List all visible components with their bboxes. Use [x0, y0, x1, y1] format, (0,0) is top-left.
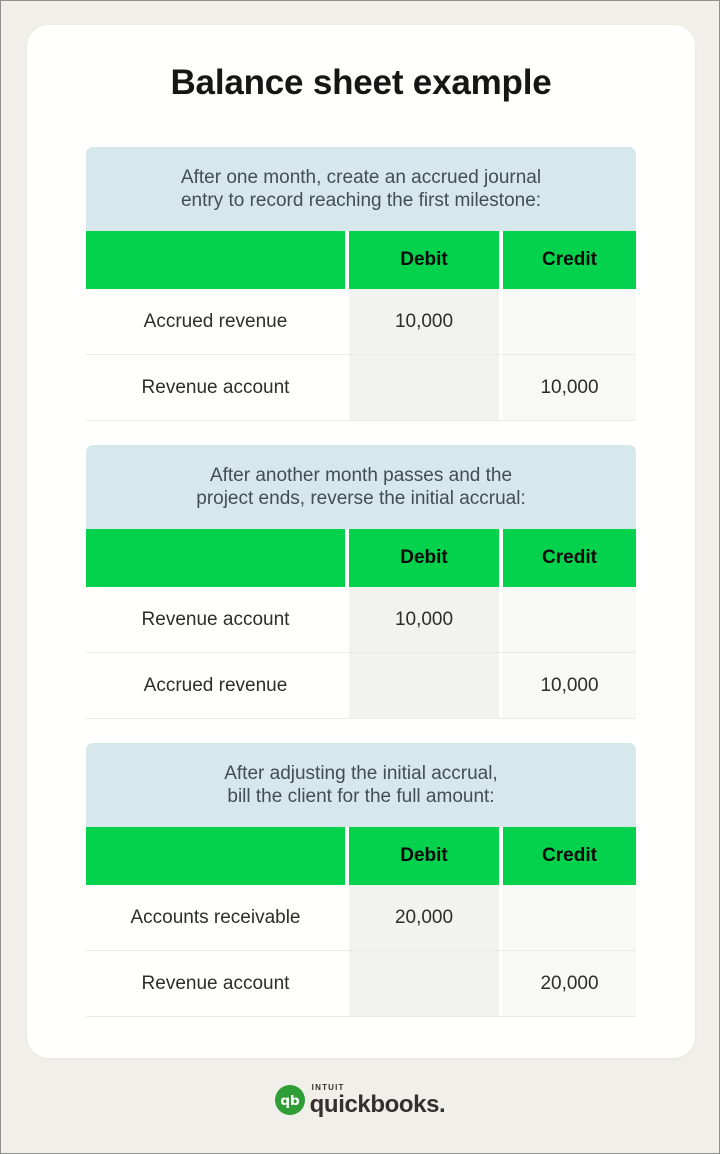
credit-cell	[503, 289, 636, 354]
caption-line2: entry to record reaching the first milestone:	[180, 190, 542, 211]
table-header-row	[86, 529, 636, 587]
table-row	[86, 951, 636, 1017]
account-cell: Accrued revenue	[143, 310, 288, 332]
section-caption	[86, 743, 636, 827]
table-header-row	[86, 231, 636, 289]
page-title: Balance sheet example	[170, 63, 552, 102]
header-cell-account	[86, 231, 345, 289]
account-cell: Accrued revenue	[143, 674, 288, 696]
debit-cell: 20,000	[349, 885, 499, 950]
credit-cell	[503, 587, 636, 652]
table-header-row	[86, 827, 636, 885]
caption-line1: After another month passes and the	[209, 464, 513, 486]
credit-cell	[503, 885, 636, 950]
journal-entry-section-3	[86, 743, 636, 1017]
debit-cell: 10,000	[349, 587, 499, 652]
quickbooks-wordmark: quickbooks.	[309, 1091, 446, 1118]
table-row	[86, 653, 636, 719]
journal-entry-section-2	[86, 445, 636, 719]
debit-cell	[349, 355, 499, 420]
brand-text	[310, 1083, 446, 1117]
header-cell-credit: Credit	[503, 529, 636, 587]
account-cell: Revenue account	[141, 376, 290, 398]
sections	[86, 147, 636, 1017]
svg-text:qb: qb	[280, 1093, 300, 1110]
section-caption	[86, 445, 636, 529]
caption-line2: bill the client for the full amount:	[227, 786, 495, 807]
header-cell-account	[86, 827, 345, 885]
debit-cell: 10,000	[349, 289, 499, 354]
intuit-wordmark: INTUIT	[311, 1083, 345, 1092]
credit-cell: 10,000	[503, 355, 636, 420]
section-caption	[86, 147, 636, 231]
table-row	[86, 289, 636, 355]
journal-entry-section-1	[86, 147, 636, 421]
table-row	[86, 885, 636, 951]
debit-cell	[349, 951, 499, 1016]
caption-line1: After adjusting the initial accrual,	[224, 762, 498, 784]
quickbooks-logo-icon	[275, 1085, 305, 1115]
header-cell-debit: Debit	[349, 827, 499, 885]
header-cell-debit: Debit	[349, 231, 499, 289]
header-cell-debit: Debit	[349, 529, 499, 587]
account-cell: Revenue account	[141, 972, 290, 994]
footer-brand	[0, 1083, 720, 1117]
header-cell-credit: Credit	[503, 827, 636, 885]
table-row	[86, 587, 636, 653]
caption-line1: After one month, create an accrued journal	[180, 166, 542, 188]
caption-line2: project ends, reverse the initial accrual:	[196, 488, 526, 509]
credit-cell: 20,000	[503, 951, 636, 1016]
header-cell-account	[86, 529, 345, 587]
credit-cell: 10,000	[503, 653, 636, 718]
debit-cell	[349, 653, 499, 718]
header-cell-credit: Credit	[503, 231, 636, 289]
account-cell: Accounts receivable	[130, 906, 301, 928]
content-card	[27, 25, 695, 1058]
account-cell: Revenue account	[141, 608, 290, 630]
table-row	[86, 355, 636, 421]
